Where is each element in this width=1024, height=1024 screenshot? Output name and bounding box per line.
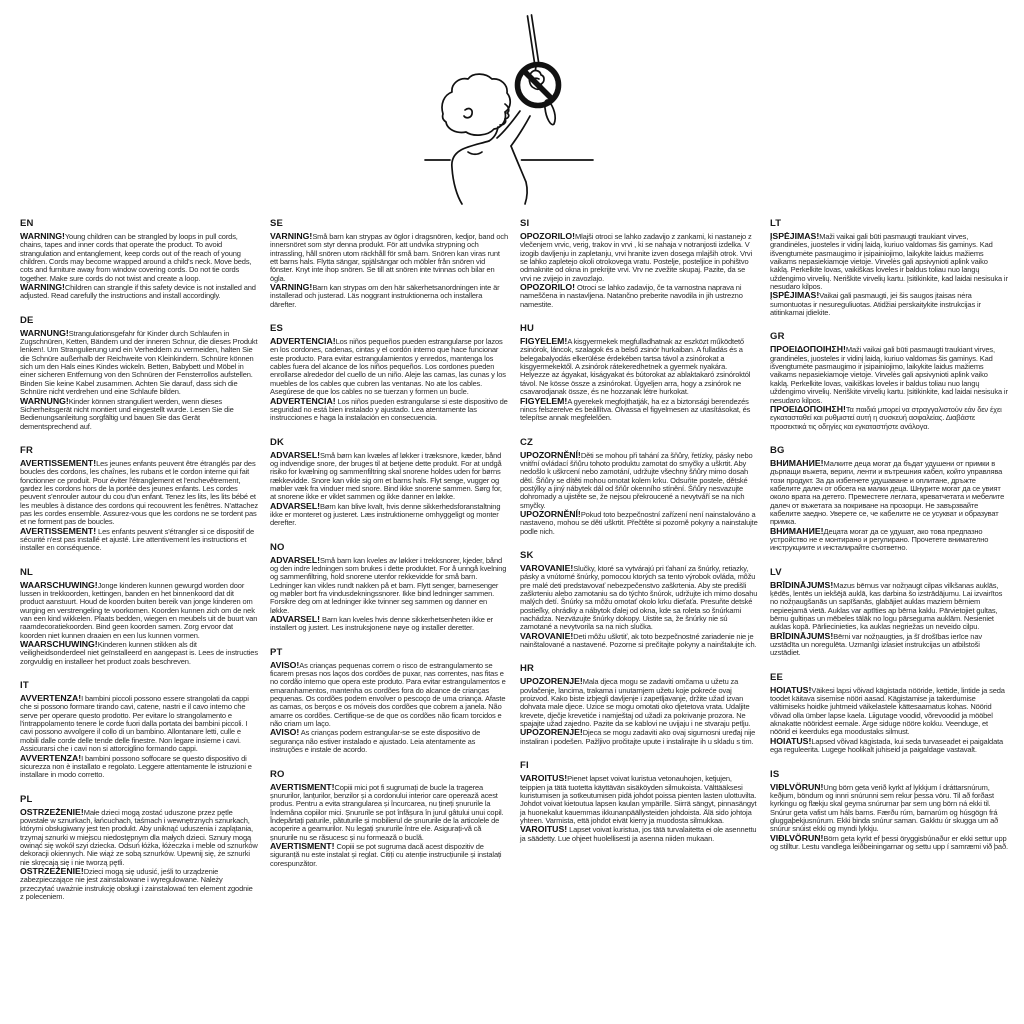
warning-paragraph: [770, 291, 1008, 317]
language-code: SK: [520, 549, 534, 561]
language-code: SI: [520, 218, 530, 229]
warning-text: As crianças pequenas correm o risco de estrangulamento se ficarem presas nos laços dos cordões de puxar, nas correntes, nas fitas e no cordão interno que opera este produto. Para evitar estrangulamentos e emaranhamentos, mantenha os cordões fora do alcance de crianças pequenas. Os cordões podem envolver o pescoço de uma criança. Afaste as camas, os berços e os móveis dos cordões que cobrem a janela. Não amarre os cordões. Certifique-se de que os cordões não ficam torcidos e não criam um laço.: [270, 660, 506, 729]
warning-label: AVERTISSEMENT!: [20, 525, 97, 536]
warning-text: Kinder können stranguliert werden, wenn dieses Sicherheitsgerät nicht montiert und eingestellt wurde. Lesen Sie die Bedienungsanleitung sorgfältig und bauen Sie das Gerät dementsprechend auf.: [20, 396, 234, 431]
language-section-bg: [770, 445, 1008, 553]
warning-label: OPOZORILO!: [520, 231, 576, 241]
warning-label: AVVERTENZA!: [20, 693, 82, 704]
warning-label: UPOZORNĚNÍ!: [520, 449, 581, 460]
warning-text: Kinderen kunnen stikken als dit veiligheidsonderdeel niet geïnstalleerd en aangepast is. Lees de instructies zorgvuldig en installeer het product zoals beschreven.: [20, 640, 258, 666]
warning-text: I bambini possono soffocare se questo dispositivo di sicurezza non è installato e regolato. Leggere attentamente le istruzioni e installare in modo corretto.: [20, 753, 252, 780]
warning-text: Ung börn geta verið kyrkt af lykkjum í dráttarsnúrum, keðjum, böndum og innri snúrunni sem rekur þessa vöru. Til að forðast kyrkingu og flækju skal geyma snúrurnar þar sem ung börn ná ekki til. Snúrur geta vafist um háls barns. Færðu rúm, barnarúm og húsgögn frá gluggaþekjusnúrum. Ekki binda snúrur saman. Gakktu úr skugga um að snúrur snúist ekki og myndi lykkju.: [770, 782, 999, 834]
language-code: BG: [770, 444, 785, 456]
warning-label: UPOZORENJE!: [520, 727, 583, 738]
warning-label: AVISO!: [270, 727, 300, 738]
warning-paragraph: [20, 329, 258, 397]
warning-paragraph: [20, 754, 258, 780]
warning-paragraph: [770, 345, 1008, 404]
warning-paragraph: [270, 502, 508, 528]
warning-text: Los niños pequeños pueden estrangularse por lazos en los cordones, cadenas, cintas y el cordón interno que hace funcionar este producto. Para evitar estrangulamientos y enredos, mantenga los cables fuera del alcance de los niños pequeños. Los cordones pueden enrollarse alrededor del cuello de un niño. Aleje las camas, las cunas y los muebles de los cables que cubren las ventanas. No ate los cables. Asegúrese de que los cables no se tuerzan y formen un bucle.: [270, 337, 506, 397]
warning-text: Børn kan blive kvalt, hvis denne sikkerhedsforanstaltning ikke er monteret og justeret. Læs instruktionerne omhyggeligt og monter derefter.: [270, 501, 501, 528]
warning-label: ВНИМАНИЕ!: [770, 525, 824, 536]
language-section-gr: [770, 331, 1008, 430]
warning-text: Young children can be strangled by loops in pull cords, chains, tapes and inner cords that operate the product. To avoid strangulation and entanglement, keep cords out of the reach of young children. Cords may become wrapped around a child's neck. Move beds, cots and furniture away from window covering cords. Do not tie cords together. Make sure cords do not twist and create a loop.: [20, 232, 252, 283]
language-code: FR: [20, 444, 34, 456]
warning-label: UPOZORNĚNÍ!: [520, 508, 581, 519]
warning-paragraph: [770, 459, 1008, 527]
warning-label: BRĪDINĀJUMS!: [770, 630, 834, 641]
warning-text: Les jeunes enfants peuvent être étranglés par des boucles des cordons, les chaînes, les rubans et le cordon interne qui fait fonctionner ce produit. Pour éviter l'étranglement et l'enchevêtrement, gardez les cordons hors de la portée des jeunes enfants. Les cordes peuvent s'enrouler autour du cou d'un enfant. Tenez les lits, les lits bébé et les meubles à distance des cordons qui recouvrent les fenêtres. N'attachez pas les cordes ensemble. Assurez-vous que les cordons ne se tordent pas et ne forment pas de boucles.: [20, 458, 258, 527]
language-section-cz: [520, 437, 758, 536]
warning-text: Deti môžu uškrtiť, ak toto bezpečnostné zariadenie nie je nainštalované a nastavené. Pozorne si prečítajte pokyny a nainštalujte ich.: [520, 631, 757, 650]
warning-label: VAROVANIE!: [520, 630, 574, 641]
warning-label: OSTRZEŻENIE!: [20, 865, 84, 876]
warning-paragraph: [770, 632, 1008, 658]
language-code: CZ: [520, 436, 534, 448]
warning-paragraph: [520, 397, 758, 423]
warning-label: ADVARSEL!: [270, 554, 321, 565]
warning-text: Małe dzieci mogą zostać uduszone przez pętle powstałe w sznurkach, łańcuchach, taśmach i wewnętrznych sznurkach, którymi obsługiwany jest ten produkt. Aby uniknąć uduszenia i zaplątania, trzymaj sznurki w miejscu niedostępnym dla małych dzieci. Sznury mogą owinąć się wokół szyi dziecka. Odsuń łóżka, łóżeczka i meble od sznurków dekoracji okiennych. Nie wiąż ze sobą sznurków. Upewnij się, że sznurki nie skręcają się i nie tworzą pętli.: [20, 807, 258, 867]
language-code: IS: [770, 768, 780, 780]
warning-text: Pienet lapset voivat kuristua vetonauhojen, ketjujen, teippien ja tätä tuotetta käyttävän sisäköyden silmukoista. Välttääksesi kuristumisen ja sotkeutumisen pidä johdot poissa pienten lasten ulottuvilta. Johdot voivat kietoutua lapsen kaulan ympärille. Siirrä sängyt, pinnasängyt ja huonekalut kauemmas ikkunanpäällysteiden johdoista. Älä sido johtoja yhteen. Varmista, että johdot eivät kierry ja muodosta silmukkaa.: [520, 774, 757, 825]
warning-label: BRĪDINĀJUMS!: [770, 579, 834, 590]
warning-text: Lapsed võivad kägistada, kui seda turvaseadet ei paigaldata ega reguleerita. Lugege hoolikalt juhiseid ja paigaldage vastavalt.: [770, 736, 1004, 755]
language-section-hr: [520, 663, 758, 746]
language-code: RO: [270, 768, 285, 780]
cord-lines: [528, 15, 540, 66]
warning-label: AVVERTENZA!: [20, 752, 82, 763]
warning-paragraph: [270, 337, 508, 396]
warning-label: VIÐLVÖRUN!: [770, 832, 824, 843]
warning-paragraph: [520, 232, 758, 283]
warning-label: WARNUNG!: [20, 395, 69, 406]
warning-paragraph: [20, 581, 258, 640]
language-code: LV: [770, 566, 782, 578]
warning-text: Vaikai gali pasmaugti, jei šis saugos įtaisas nėra sumontuotas ir nesureguliuotas. Atidžiai perskaitykite instrukcijas ir atitinkamai įdiekite.: [770, 291, 981, 318]
language-section-se: [270, 218, 508, 309]
warning-label: AVERTISMENT!: [270, 781, 335, 792]
warning-text: A kisgyermekek megfulladhatnak az eszközt működtető zsinórok, láncok, szalagok és a belső zsinór hurkaiban. A fulladás és a belegabalyodás elkerülése érdekében tartsa távol a zsinórokat a kisgyermekektől. A zsinórok rátekeredhetnek a gyermek nyakára. Helyezze az ágyakat, kiságyakat és bútorokat az ablaktakaró zsinóroktól távol. Ne kösse össze a zsinórokat. Ügyeljen arra, hogy a zsinórok ne csavarodjanak össze, és ne hozzanak létre hurkokat.: [520, 337, 751, 397]
warning-text: Los niños pueden estrangularse si este dispositivo de seguridad no está bien instalado y ajustado. Lea atentamente las instrucciones e haga la instalación en consecuencia.: [270, 396, 508, 423]
warning-paragraph: [520, 451, 758, 510]
warning-label: ВНИМАНИЕ!: [770, 457, 824, 468]
language-code: EE: [770, 671, 784, 683]
language-section-fr: [20, 445, 258, 553]
warning-text: Mazus bērnus var nožņaugt cilpas vilkšanas auklās, ķēdēs, lentēs un iekšējā auklā, kas darbina šo izstrādājumu. Lai izvairītos no nožņaugšanās un sapīšanās, glabājiet auklas maziem bērniem nepieejamā vietā. Auklas var aptīties ap bērna kaklu. Pārvietojiet gultas, bērnu gultiņas un mēbeles tālāk no logu pārseguma auklām. Nesieniet auklas kopā. Pārliecinieties, ka auklas negriežas un neveido cilpu.: [770, 580, 1003, 632]
warning-paragraph: [270, 283, 508, 309]
language-section-lt: [770, 218, 1008, 317]
language-section-lv: [770, 567, 1008, 658]
warning-text: Lapset voivat kuristua, jos tätä turvalaitetta ei ole asennettu ja säädetty. Lue ohjeet huolellisesti ja asenna niiden mukaan.: [520, 825, 757, 843]
warning-label: OPOZORILO!: [520, 282, 576, 293]
warning-text: I bambini piccoli possono essere strangolati da cappi che si possono formare tirando cavi, catene, nastri e il cavo interno che serve per operare questo prodotto. Per evitare lo strangolamento e l'intrappolamento tenere le corde fuori dalla portata dei bambini piccoli. I cavi possono avvolgere il collo di un bambino. Allontanare letti, culle e mobili dalle corde delle tende delle finestre. Non legare insieme i cavi. Assicurarsi che i cavi non si attorciglino formando cappi.: [20, 694, 249, 754]
language-code: NL: [20, 566, 34, 578]
language-section-is: [770, 769, 1008, 852]
warning-text: Děti se mohou při tahání za šňůry, řetízky, pásky nebo vnitřní ovládací šňůru tohoto produktu zamotat do smyčky a uškrtit. Aby nedošlo k uškrcení nebo zamotání, udržujte všechny šňůry mimo dosah dětí. Šňůry se dítěti mohou omotat kolem krku. Odsuňte postele, dětské postýlky a jiný nábytek dál od šňůr okenního stínění. Šňůry nesvazujte dohromady a ujistěte se, že nejsou překroucené a nevytváří se na nich smyčky.: [520, 450, 753, 510]
warning-paragraph: [270, 556, 508, 615]
warning-text: Copiii se pot sugruma dacă acest dispozitiv de siguranță nu este instalat și reglat. Citiți cu atenție instrucțiunile și instalați corespunzător.: [270, 841, 502, 868]
language-section-dk: [270, 437, 508, 528]
warning-label: OSTRZEŻENIE!: [20, 806, 84, 817]
warning-label: AVERTISSEMENT!: [20, 457, 97, 468]
warning-paragraph: [770, 737, 1008, 755]
language-code: IT: [20, 680, 29, 692]
warning-label: VAROITUS!: [520, 824, 568, 835]
warning-paragraph: [270, 451, 508, 502]
warning-paragraph: [770, 232, 1008, 291]
warning-paragraph: [270, 615, 508, 633]
language-code: PL: [20, 793, 33, 805]
language-code: FI: [520, 760, 529, 772]
warning-paragraph: [770, 527, 1008, 553]
warning-paragraph: [270, 783, 508, 842]
language-section-fi: [520, 760, 758, 843]
language-code: GR: [770, 331, 785, 343]
warning-text: Les enfants peuvent s'étrangler si ce dispositif de sécurité n'est pas installé et ajusté. Lire attentivement les instructions et installer en conséquence.: [20, 526, 255, 553]
warning-text: Copiii mici pot fi sugrumați de bucle la tragerea șnururilor, lanțurilor, benzilor și a cordonului interior care operează acest produs. Pentru a evita strangularea și încurcarea, nu țineți șnururile la îndemâna copiilor mici. Șnururile se pot înfășura în jurul gâtului unui copil. Îndepărtați paturile, pătuturile și mobilierul de șnururile de la articolele de acoperire a geamurilor. Nu legați șnururile între ele. Asigurați-vă că șnururile nu se răsucesc și nu formează o buclă.: [270, 782, 504, 842]
warning-label: VARNING!: [270, 282, 313, 293]
warning-label: VARNING!: [270, 231, 313, 241]
warning-paragraph: [270, 397, 508, 423]
warning-text: Maži vaikai gali būti pasmaugti traukiant virves, grandinėles, juosteles ir vidinį laidą, kuriuo valdomas šis gaminys. Kad išvengtumėte pasmaugimo ir įsipainiojimo, laikykite laidus mažiems vaikams nepasiekiamoje vietoje. Virvelės gali apsivynioti aplink vaiko kaklą. Perkelkite lovas, vaikiškas loveles ir baldus toliau nuo langų uždengimo virvelių. Neriškite virvelių kartu. Įsitikinkite, kad laidai nesisuka ir nesudaro kilpos.: [770, 232, 1008, 292]
warning-label: VAROITUS!: [520, 773, 568, 784]
warning-paragraph: [770, 686, 1008, 737]
warning-text: Децата могат да се удушат, ако това предпазно устройство не е монтирано и регулирано. Прочетете внимателно инструкциите и инсталирайте съответно.: [770, 526, 989, 553]
language-section-nl: [20, 567, 258, 666]
language-section-it: [20, 680, 258, 779]
warning-text: Väikesi lapsi võivad kägistada nööride, kettide, lintide ja seda toodet käitava sisemise nööri aasad. Kägistamise ja takerdumise vältimiseks hoidke juhtmeid väikelastele kättesaamatus kohas. Nöörid võivad olla ümber lapse kaela. Liigutage voodid, võrevoodid ja mööbel aknakatte nööridest eemale. Ärge siduge nööre kokku. Veenduge, et nöörid ei keerduks ega moodustaks silmust.: [770, 685, 1005, 737]
warning-paragraph: [20, 527, 258, 553]
warning-text: Små barn kan strypas av öglor i dragsnören, kedjor, band och innersnöret som styr denna produkt. För att undvika strypning och intrassling, håll snören utom räckhåll för små barn. Snören kan viras runt ett barns hals. Flytta sängar, spjälsängar och möbler från snören vid fönster. Knyt inte ihop snören. Se till att snören inte tvinnas och bilar en ögla.: [270, 232, 509, 283]
warning-paragraph: [770, 405, 1008, 431]
warning-text: Children can strangle if this safety device is not installed and adjusted. Read carefully the instructions and install accordingly.: [20, 283, 256, 301]
warning-text: A gyerekek megfojthatják, ha ez a biztonsági berendezés nincs felszerelve és beállítva. Olvassa el figyelmesen az utasításokat, és telepítse annak megfelelően.: [520, 396, 751, 423]
child-cord-prohibition-illustration: [400, 0, 660, 212]
warning-label: ĮSPĖJIMAS!: [770, 231, 820, 241]
warning-label: AVERTISMENT!: [270, 840, 335, 851]
warning-paragraph: [520, 774, 758, 825]
warning-paragraph: [520, 825, 758, 843]
warning-paragraph: [520, 728, 758, 746]
warning-text: Djeca se mogu zadaviti ako ovaj sigurnosni uređaj nije instaliran i podešen. Pažljivo pročitajte upute i instalirajte ih u skladu s tim.: [520, 728, 756, 746]
language-code: HU: [520, 323, 535, 335]
warning-label: FIGYELEM!: [520, 336, 568, 347]
warning-label: WARNUNG!: [20, 327, 69, 338]
warning-label: AVISO!: [270, 659, 300, 670]
warning-paragraph: [520, 632, 758, 650]
language-section-es: [270, 323, 508, 422]
language-code: NO: [270, 541, 285, 553]
warning-text: As crianças podem estrangular-se se este dispositivo de segurança não estiver instalado e ajustado. Leia atentamente as instruções e instale de acordo.: [270, 728, 481, 755]
warning-text: Börn geta kyrkt ef þessi öryggisbúnaður er ekki settur upp og stilltur. Lestu vandlega leiðbeiningarnar og settu upp í samræmi við það.: [770, 833, 1008, 851]
language-code: DK: [270, 436, 285, 448]
warning-text: Mala djeca mogu se zadaviti omčama u užetu za povlačenje, lancima, trakama i unutarnjem užetu koje pokreće ovaj proizvod. Kako biste izbjegli davljenje i zapetljavanje, držite užad izvan dohvata male djece. Uzice se mogu omotati oko djetetova vrata. Udaljite krevete, dječje krevetiće i namještaj od užadi za pokrivanje prozora. Ne spajajte užad zajedno. Pazite da se kablovi ne uvijaju i ne stvaraju petlju.: [520, 677, 751, 729]
language-section-si: [520, 218, 758, 309]
warning-paragraph: [770, 581, 1008, 632]
warning-paragraph: [270, 728, 508, 754]
warning-label: ADVERTENCIA!: [270, 336, 336, 347]
warning-text: Pokud toto bezpečnostní zařízení není nainstalováno a nastaveno, mohou se děti uškrtit. Přečtěte si pozorně pokyny a nainstalujte podle nich.: [520, 509, 758, 536]
warning-column-3: [520, 218, 758, 857]
warning-label: WARNING!: [20, 282, 65, 293]
language-code: LT: [770, 218, 782, 229]
warning-paragraph: [270, 842, 508, 868]
warning-paragraph: [520, 510, 758, 536]
warning-text: Mlajši otroci se lahko zadavijo z zankami, ki nastanejo z vlečenjem vrvic, verig, trakov in vrvi , ki se nahaja v notranjosti izdelka. V izogib davljenju in zapletanju, vrvi hranite izven dosega mlajših otrok. Vrvi se lahko zapletejo okoli otrokovega vratu. Postelje, posteljice in pohištvo odmaknite od okna in prekrijte vrvi. Vrv ne zvežite skupaj. Pazite, da se vrvi ne zvijejo in zavozlajo.: [520, 232, 753, 283]
warning-text: Τα παιδιά μπορεί να στραγγαλιστούν εάν δεν έχει εγκατασταθεί και ρυθμιστεί αυτή η συσκευή ασφαλείας. Διαβάστε προσεκτικά τις οδηγίες και εγκαταστήστε ανάλογα.: [770, 404, 1002, 431]
language-section-hu: [520, 323, 758, 422]
warning-paragraph: [20, 808, 258, 867]
warning-label: HOIATUS!: [770, 735, 812, 746]
language-section-sk: [520, 550, 758, 649]
warning-label: WAARSCHUWING!: [20, 579, 98, 590]
language-code: PT: [270, 646, 283, 658]
warning-label: FIGYELEM!: [520, 395, 568, 406]
language-section-ee: [770, 672, 1008, 755]
warning-label: UPOZORENJE!: [520, 676, 583, 687]
warning-label: ADVARSEL!: [270, 449, 321, 460]
warning-paragraph: [770, 834, 1008, 852]
warning-label: ΠΡΟΕΙΔΟΠΟΙΗΣΗ!: [770, 403, 846, 414]
warning-paragraph: [20, 459, 258, 527]
warning-text: Barn kan strypas om den här säkerhetsanordningen inte är installerad och justerad. Läs noggrant instruktionerna och installera därefter.: [270, 283, 500, 309]
language-code: ES: [270, 323, 284, 335]
warning-label: WARNING!: [20, 231, 65, 241]
warning-paragraph: [520, 283, 758, 309]
warning-text: Bērni var nožņaugties, ja šī drošības ierīce nav uzstādīta un noregulēta. Uzmanīgi izlasiet instrukcijas un atbilstoši uzstādiet.: [770, 631, 982, 658]
warning-text: Strangulationsgefahr für Kinder durch Schlaufen in Zugschnüren, Ketten, Bändern und der inneren Schnur, die dieses Produkt lenken!. Um Strangulierung und ein Verheddern zu vermeiden, halten Sie die Schnüre außerhalb der Reichweite von Kleinkindern. Schnüre können sich um den Hals eines Kindes wickeln. Betten, Babybett und Möbel in einer sicheren Entfernung von den Schnüren der Fensterrollos aufstellen. Binden Sie keine Kabel zusammen. Achten Sie darauf, dass sich die Schnüre nicht verdrehen und eine Schlaufe bilden.: [20, 328, 258, 397]
warning-paragraph: [270, 232, 508, 283]
warning-text: Barn kan kveles hvis denne sikkerhetsenheten ikke er installert og justert. Les instruksjonene nøye og installer deretter.: [270, 615, 494, 633]
warning-text: Slučky, ktoré sa vytvárajú pri ťahaní za šnúrky, retiazky, pásky a vnútorné šnúrky, pomocou ktorých sa tento výrobok ovláda, môžu pre malé deti predstavovať nebezpečenstvo zaškrtenia. Aby ste predišli zaškrteniu alebo zamotaniu sa do týchto šnúrok, udržujte ich mimo dosahu malých detí. Šnúrky sa môžu omotať okolo krku dieťaťa. Presuňte detské postieľky, ohrádky a nábytok ďalej od okna, kde sa roleta so šnúrkami nachádza. Nezväzujte šnúrky dokopy. Uistite sa, že šnúrky nie sú zamotané a nevytvorila sa na nich slučka.: [520, 563, 758, 632]
warning-label: ADVARSEL!: [270, 614, 321, 625]
warning-label: VAROVANIE!: [520, 562, 574, 573]
warning-paragraph: [20, 694, 258, 753]
warning-label: HOIATUS!: [770, 684, 812, 695]
language-section-no: [270, 542, 508, 633]
warning-paragraph: [20, 232, 258, 283]
warning-column-1: [20, 218, 258, 915]
warning-paragraph: [520, 677, 758, 728]
warning-paragraph: [20, 867, 258, 901]
language-section-de: [20, 315, 258, 431]
language-code: HR: [520, 663, 535, 675]
warning-label: ĮSPĖJIMAS!: [770, 290, 820, 301]
warning-paragraph: [20, 640, 258, 666]
language-section-pt: [270, 647, 508, 755]
language-code: SE: [270, 218, 284, 229]
warning-paragraph: [20, 397, 258, 431]
warning-label: ADVARSEL!: [270, 500, 321, 511]
language-code: DE: [20, 314, 34, 326]
warning-paragraph: [770, 783, 1008, 834]
language-section-ro: [270, 769, 508, 868]
warning-text: Små børn kan kvæles af løkker i træksnore, kæder, bånd og indvendige snore, der bruges til at betjene dette produkt. For at undgå risiko for kvælning og sammenfiltring skal snorene holdes uden for børns rækkevidde. Snore kan vikle sig om et barns hals. Flyt senge, vugger og møbler væk fra vinduer med snore. Bind ikke snorene sammen. Sørg for, at snorene ikke er viklet sammen og ikke danner en løkke.: [270, 450, 502, 502]
warning-text: Små barn kan kveles av løkker i trekksnorer, kjeder, bånd og den indre ledningen som brukes i dette produktet. For å unngå kvelning og sammenfiltring, hold snorene utenfor rekkevidde for små barn. Ledninger kan vikles rundt nakken på et barn. Flytt senger, barnesenger og møbler bort fra vindusdekningssnorer. Ikke bind ledninger sammen. Forsikre deg om at ledninger ikke tvinner seg sammen og danner en løkke.: [270, 555, 507, 615]
warning-text: Maži vaikai gali būti pasmaugti traukiant virves, grandinėles, juosteles ir vidinį laidą, kuriuo valdomas šis gaminys. Kad išvengtumėte pasmaugimo ir įsipainiojimo, laikykite laidus mažiems vaikams nepasiekiamoje vietoje. Virvelės gali apsivynioti aplink vaiko kaklą. Perkelkite lovas, vaikiškas loveles ir baldus toliau nuo langų uždengimo virvelių. Neriškite virvelių kartu. Įsitikinkite, kad laidai nesisuka ir nesudaro kilpos.: [770, 345, 1008, 405]
language-section-en: [20, 218, 258, 301]
warning-paragraph: [20, 283, 258, 301]
warning-text: Jonge kinderen kunnen gewurgd worden door lussen in trekkoorden, kettingen, banden en het binnenkoord dat dit product aanstuurt. Houd de koorden buiten bereik van jonge kinderen om wurging en verstrengeling te voorkomen. Koorden kunnen zich om de nek van een kind wikkelen. Plaats bedden, wiegen en meubels uit de buurt van raamdecoratiekoorden. Bind geen koorden samen. Zorg ervoor dat koorden niet kunnen draaien en een lus kunnen vormen.: [20, 580, 258, 640]
warning-text: Otroci se lahko zadavijo, če ta varnostna naprava ni nameščena in nastavljena. Natančno preberite navodila in jih ustrezno namestite.: [520, 283, 743, 309]
language-code: EN: [20, 218, 34, 229]
language-section-pl: [20, 794, 258, 902]
warning-text: Dzieci mogą się udusić, jeśli to urządzenie zabezpieczające nie jest zainstalowane i wyregulowane. Należy przeczytać uważnie instrukcję obsługi i zainstalować ten element zgodnie z poleceniem.: [20, 866, 253, 901]
warning-column-4: [770, 218, 1008, 865]
warning-paragraph: [520, 337, 758, 396]
warning-paragraph: [520, 564, 758, 632]
warning-label: ΠΡΟΕΙΔΟΠΟΙΗΣΗ!: [770, 344, 846, 355]
warning-paragraph: [270, 661, 508, 729]
warning-label: VIÐLVÖRUN!: [770, 781, 824, 792]
warning-label: ADVERTENCIA!: [270, 395, 336, 406]
warning-column-2: [270, 218, 508, 882]
warning-label: WAARSCHUWING!: [20, 639, 98, 650]
warning-text: Малките деца могат да бъдат удушени от примки в дърпащи въжета, вериги, ленти и вътрешния кабел, който управлява този продукт. За да избегнете удушаване и оплитане, дръжте кабелите далеч от обсега на малки деца. Шнурите могат да се увият около врата на детето. Преместете леглата, креватчетата и мебелите далеч от въжетата за покриване на прозорци. Не завързвайте кабелите заедно. Уверете се, че кабелите не се усукват и образуват примка.: [770, 458, 1005, 527]
